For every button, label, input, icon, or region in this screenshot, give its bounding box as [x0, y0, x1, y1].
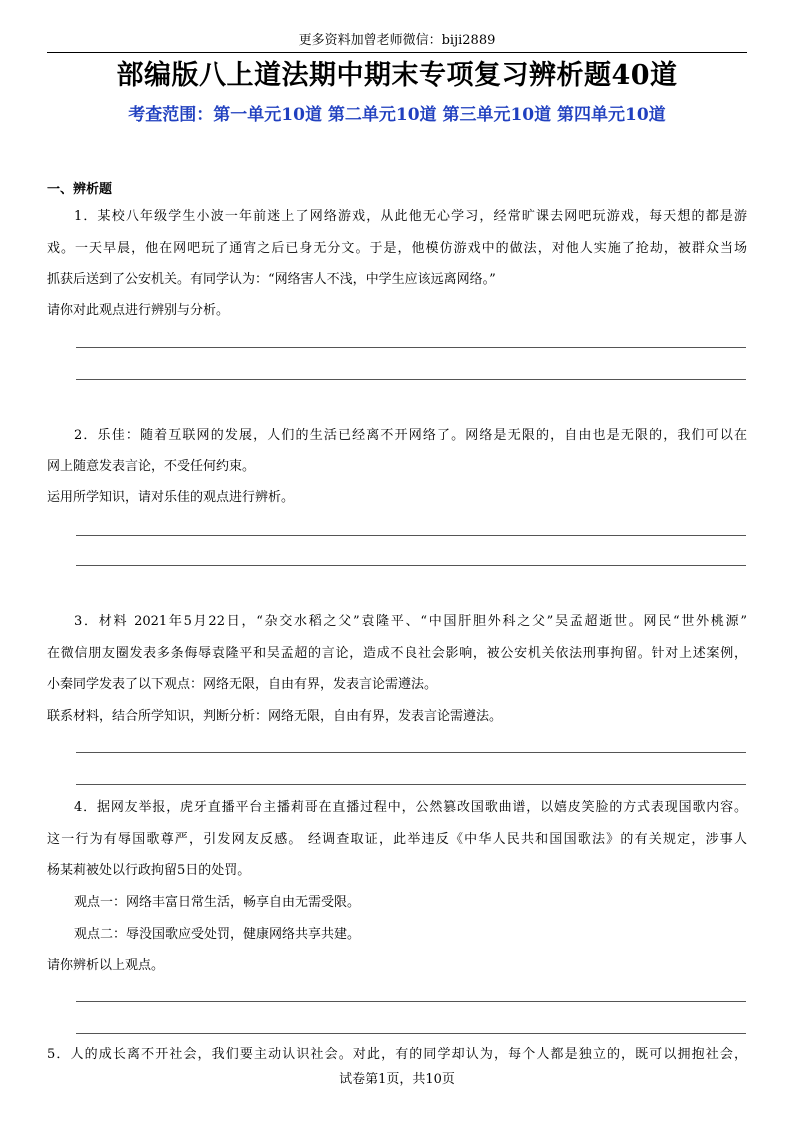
question-2-line-1: 2．乐佳：随着互联网的发展，人们的生活已经离不开网络了。网络是无限的，自由也是无限的，我们可以在 — [74, 428, 747, 443]
question-3-prompt: 联系材料，结合所学知识，判断分析：网络无限，自由有界，发表言论需遵法。 — [47, 709, 503, 724]
answer-line — [76, 1033, 746, 1034]
question-5-line-1: 5．人的成长离不开社会，我们要主动认识社会。对此，有的同学却认为，每个人都是独立的，既可以拥抱社会， — [47, 1047, 747, 1062]
question-1-prompt: 请你对此观点进行辨别与分析。 — [47, 303, 230, 318]
question-2-line-2: 网上随意发表言论，不受任何约束。 — [47, 459, 256, 474]
answer-line — [76, 565, 746, 566]
answer-line — [76, 752, 746, 753]
question-1-line-2: 戏。一天早晨，他在网吧玩了通宵之后已身无分文。于是，他模仿游戏中的做法，对他人实施了抢劫，被群众当场 — [47, 241, 747, 256]
question-4-line-3: 杨某莉被处以行政拘留5日的处罚。 — [47, 863, 251, 878]
header-note: 更多资料加曾老师微信：biji2889 — [298, 33, 496, 48]
question-4-viewpoint-2: 观点二：辱没国歌应受处罚，健康网络共享共建。 — [74, 927, 361, 942]
question-4-line-1: 4．据网友举报，虎牙直播平台主播莉哥在直播过程中，公然篡改国歌曲谱，以嬉皮笑脸的方式表现国歌内容。 — [74, 800, 747, 815]
question-4-prompt: 请你辨析以上观点。 — [47, 958, 165, 973]
question-4-viewpoint-1: 观点一：网络丰富日常生活，畅享自由无需受限。 — [74, 895, 361, 910]
page-footer: 试卷第1页，共10页 — [339, 1072, 455, 1087]
section-heading: 一、辨析题 — [47, 182, 113, 197]
answer-line — [76, 784, 746, 785]
question-1-line-1: 1．某校八年级学生小波一年前迷上了网络游戏，从此他无心学习，经常旷课去网吧玩游戏，每天想的都是游 — [74, 209, 747, 224]
question-3-line-1: 3．材料 2021年5月22日，“杂交水稻之父”袁隆平、“中国肝胆外科之父”吴孟超逝世。网民“世外桃源” — [74, 614, 747, 629]
page-subtitle: 考查范围：第一单元10道 第二单元10道 第三单元10道 第四单元10道 — [128, 105, 666, 125]
answer-line — [76, 347, 746, 348]
answer-line — [76, 1001, 746, 1002]
page-title: 部编版八上道法期中期末专项复习辨析题40道 — [116, 60, 678, 91]
question-3-line-2: 在微信朋友圈发表多条侮辱袁隆平和吴孟超的言论，造成不良社会影响，被公安机关依法刑事拘留。针对上述案例， — [47, 646, 747, 661]
question-4-line-2: 这一行为有辱国歌尊严，引发网友反感。 经调查取证，此举违反《中华人民共和国国歌法》的有关规定，涉事人 — [47, 832, 747, 847]
header-divider — [47, 52, 747, 53]
question-1-line-3: 抓获后送到了公安机关。有同学认为：“网络害人不浅，中学生应该远离网络。” — [47, 272, 496, 287]
answer-line — [76, 379, 746, 380]
answer-line — [76, 535, 746, 536]
question-2-prompt: 运用所学知识，请对乐佳的观点进行辨析。 — [47, 490, 295, 505]
question-3-line-3: 小秦同学发表了以下观点：网络无限，自由有界，发表言论需遵法。 — [47, 677, 438, 692]
